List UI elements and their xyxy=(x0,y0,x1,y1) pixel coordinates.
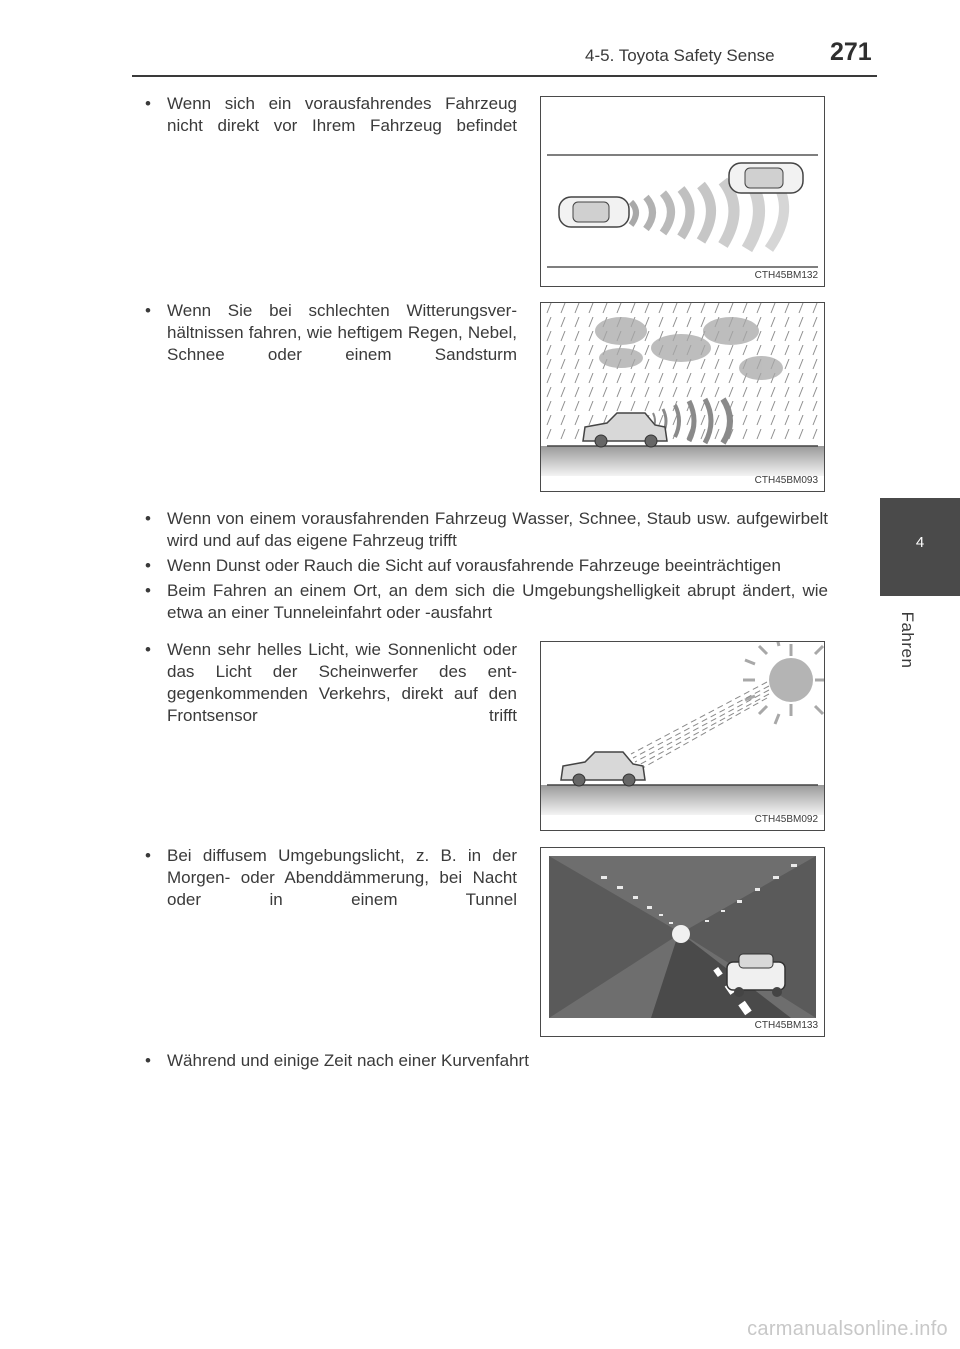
bright-light-illustration xyxy=(541,642,824,830)
section-title: 4-5. Toyota Safety Sense xyxy=(585,46,775,65)
bullet-marker: • xyxy=(145,94,151,113)
chapter-label-text: Fahren xyxy=(898,611,917,669)
header-rule xyxy=(132,75,877,77)
tunnel-exit-light xyxy=(672,925,690,943)
bullet-text: Während und einige Zeit nach einer Kurvenfahrt xyxy=(167,1051,529,1070)
car-icon xyxy=(561,752,645,786)
figure-code: CTH45BM132 xyxy=(754,270,818,281)
list-item xyxy=(145,1050,828,1072)
bullet-marker: • xyxy=(145,581,151,600)
offset-vehicle-illustration xyxy=(541,97,824,286)
chapter-tab[interactable] xyxy=(880,498,960,596)
chapter-number: 4 xyxy=(915,534,925,551)
figure-tunnel xyxy=(540,847,825,1037)
list-item xyxy=(145,580,828,624)
list-item xyxy=(145,508,828,552)
list-item xyxy=(145,639,517,727)
watermark: carmanualsonline.info xyxy=(747,1318,948,1340)
page-number: 271 xyxy=(830,38,872,66)
bullet-text: Wenn sehr helles Licht, wie Sonnenlicht oder das Licht der Scheinwerfer des entgegenkommenden Verkehrs, direkt auf den Frontsensor trifft xyxy=(167,640,517,725)
bullet-text: Bei diffusem Umgebungslicht, z. B. in der Morgen- oder Abenddämmerung, bei Nacht oder in einem Tunnel xyxy=(167,846,517,909)
figure-code: CTH45BM092 xyxy=(754,814,818,825)
bullet-text: Beim Fahren an einem Ort, an dem sich die Umgebungshelligkeit abrupt ändert, wie etwa an einer Tunneleinfahrt oder -ausfahrt xyxy=(167,581,828,622)
figure-code: CTH45BM133 xyxy=(754,1020,818,1031)
bullet-text: Wenn Dunst oder Rauch die Sicht auf vorausfahrende Fahrzeuge beeinträchtigen xyxy=(167,556,781,575)
bullet-marker: • xyxy=(145,640,151,659)
list-item xyxy=(145,300,517,366)
tunnel-illustration xyxy=(541,848,824,1036)
figure-bad-weather xyxy=(540,302,825,492)
list-item xyxy=(145,93,517,137)
figure-bright-light xyxy=(540,641,825,831)
bullet-marker: • xyxy=(145,509,151,528)
list-item xyxy=(145,555,828,577)
sun-disc xyxy=(769,658,813,702)
list-item xyxy=(145,845,517,911)
figure-code: CTH45BM093 xyxy=(754,475,818,486)
preceding-car-icon xyxy=(729,163,803,193)
bullet-text: Wenn Sie bei schlechten Witterungsverhältnissen fahren, wie heftigem Regen, Nebel, Schnee oder einem Sandsturm xyxy=(167,301,517,364)
bullet-marker: • xyxy=(145,1051,151,1070)
bullet-marker: • xyxy=(145,846,151,865)
figure-offset-vehicle xyxy=(540,96,825,287)
light-rays xyxy=(631,682,769,770)
bullet-text: Wenn sich ein vorausfahrendes Fahrzeug nicht direkt vor Ihrem Fahrzeug befindet xyxy=(167,94,517,135)
bullet-marker: • xyxy=(145,556,151,575)
bad-weather-illustration xyxy=(541,303,824,491)
chapter-label xyxy=(892,600,922,680)
bullet-marker: • xyxy=(145,301,151,320)
own-car-icon xyxy=(559,197,629,227)
bullet-text: Wenn von einem vorausfahrenden Fahrzeug Wasser, Schnee, Staub usw. aufgewirbelt wird und auf das eigene Fahrzeug trifft xyxy=(167,509,828,550)
